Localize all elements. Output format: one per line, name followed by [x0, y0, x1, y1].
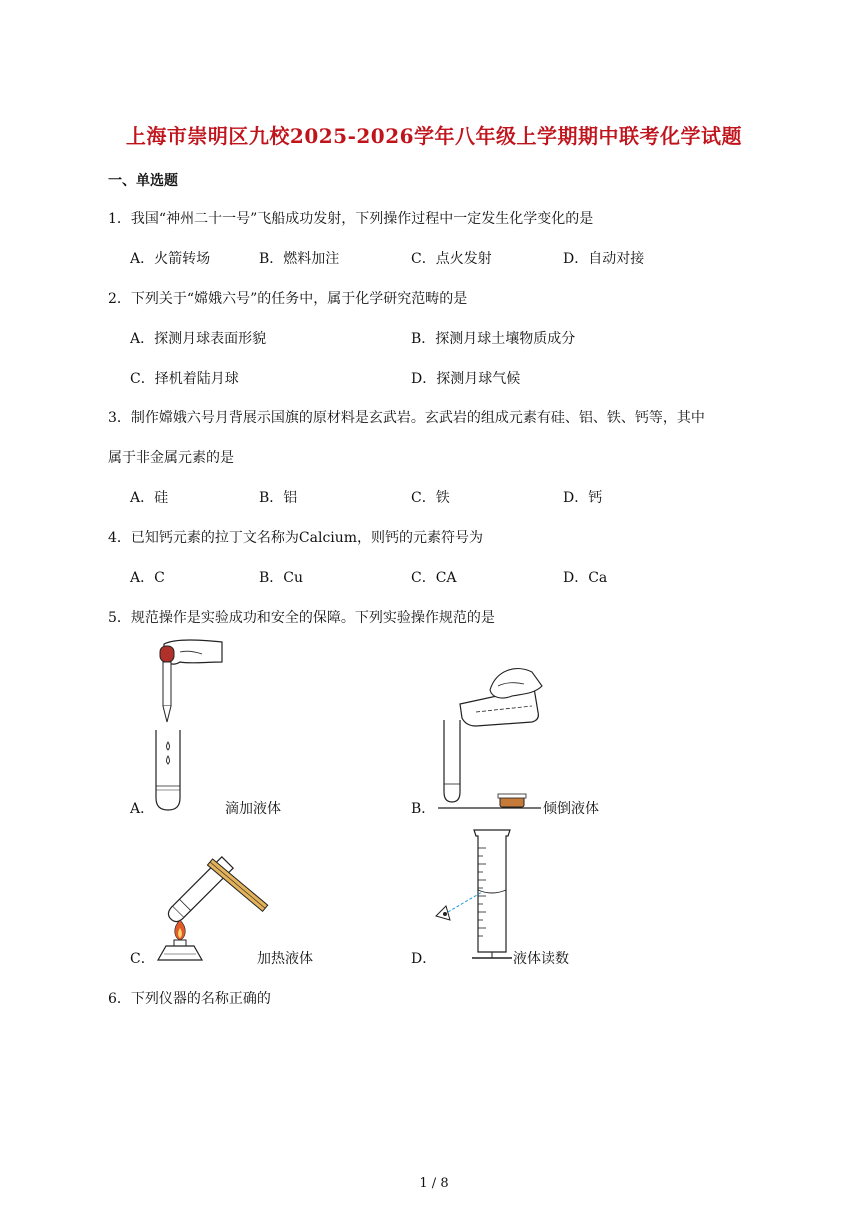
- question-3-stem-continued: 属于非金属元素的是: [108, 450, 234, 466]
- question-4-stem: 4．已知钙元素的拉丁文名称为Calcium，则钙的元素符号为: [108, 530, 484, 546]
- question-1-option-a: A．火箭转场: [130, 251, 211, 267]
- question-5-option-d-caption: 液体读数: [513, 951, 569, 967]
- question-3-option-d: D．钙: [563, 490, 603, 506]
- question-5-option-b-caption: 倾倒液体: [543, 801, 599, 817]
- section-heading: 一、单选题: [108, 173, 178, 189]
- question-5-option-c-letter: C．: [130, 951, 155, 967]
- question-3-stem: 3．制作嫦娥六号月背展示国旗的原材料是玄武岩。玄武岩的组成元素有硅、铝、铁、钙等，其中: [108, 410, 705, 426]
- question-3-option-b: B．铝: [259, 490, 298, 506]
- question-5-option-a-letter: A．: [130, 801, 155, 817]
- figure-b-pouring: [436, 660, 551, 815]
- question-4-option-d: D．Ca: [563, 570, 608, 586]
- question-1-stem: 1．我国“神州二十一号”飞船成功发射，下列操作过程中一定发生化学变化的是: [108, 211, 594, 227]
- question-2-option-d: D．探测月球气候: [411, 371, 521, 387]
- question-1-option-b: B．燃料加注: [259, 251, 340, 267]
- question-5-option-a-caption: 滴加液体: [225, 801, 281, 817]
- question-2-stem: 2．下列关于“嫦娥六号”的任务中，属于化学研究范畴的是: [108, 291, 468, 307]
- page-number: 1 / 8: [419, 1176, 449, 1191]
- question-3-option-c: C．铁: [411, 490, 450, 506]
- question-2-option-c: C．择机着陆月球: [130, 371, 239, 387]
- question-4-option-b: B．Cu: [259, 570, 304, 586]
- question-6-stem: 6．下列仪器的名称正确的: [108, 991, 271, 1007]
- question-5-option-c-caption: 加热液体: [257, 951, 313, 967]
- question-2-option-b: B．探测月球土壤物质成分: [411, 331, 576, 347]
- question-2-option-a: A．探测月球表面形貌: [130, 331, 267, 347]
- question-4-option-a: A．C: [130, 570, 165, 586]
- question-4-option-c: C．CA: [411, 570, 457, 586]
- figure-c-heating: [150, 842, 262, 964]
- page-title: 上海市崇明区九校2025-2026学年八年级上学期期中联考化学试题: [125, 124, 743, 148]
- question-1-option-d: D．自动对接: [563, 251, 645, 267]
- figure-d-reading: [434, 826, 514, 964]
- question-5-stem: 5．规范操作是实验成功和安全的保障。下列实验操作规范的是: [108, 610, 495, 626]
- question-3-option-a: A．硅: [130, 490, 169, 506]
- question-5-option-d-letter: D．: [411, 951, 437, 967]
- question-1-option-c: C．点火发射: [411, 251, 492, 267]
- question-5-option-b-letter: B．: [411, 801, 436, 817]
- figure-a-dropper: [150, 638, 230, 813]
